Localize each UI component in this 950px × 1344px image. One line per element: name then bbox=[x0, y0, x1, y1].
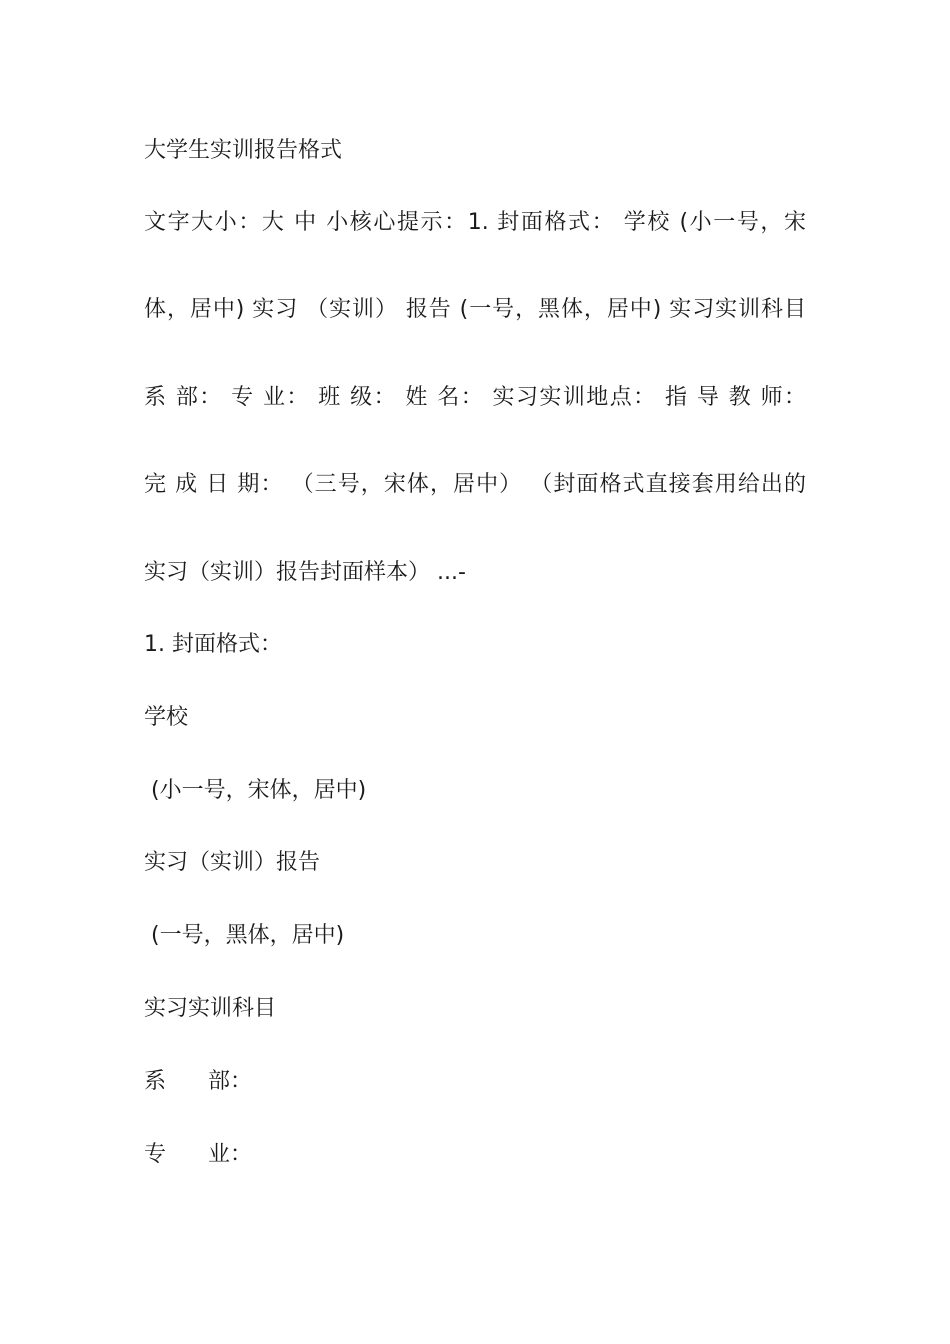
summary-line: 文字大小：大 中 小核心提示：1. 封面格式： 学校 (小一号，宋 bbox=[144, 210, 806, 235]
cover-line: (一号，黑体，居中) bbox=[144, 923, 345, 948]
summary-line: 实习（实训）报告封面样本） ...- bbox=[144, 560, 466, 585]
summary-line: 体，居中) 实习 （实训） 报告 (一号，黑体，居中) 实习实训科目 bbox=[144, 297, 806, 322]
cover-line: (小一号，宋体，居中) bbox=[144, 778, 367, 803]
cover-line: 系 部： bbox=[144, 1069, 252, 1094]
summary-line: 完 成 日 期： （三号，宋体，居中） （封面格式直接套用给出的 bbox=[144, 472, 806, 497]
cover-line: 学校 bbox=[144, 705, 189, 730]
cover-line: 实习实训科目 bbox=[144, 996, 277, 1021]
cover-line: 专 业： bbox=[144, 1142, 252, 1167]
document-title: 大学生实训报告格式 bbox=[144, 138, 343, 163]
summary-line: 系 部： 专 业： 班 级： 姓 名： 实习实训地点： 指 导 教 师： bbox=[144, 385, 806, 410]
cover-line: 实习（实训）报告 bbox=[144, 850, 321, 875]
section-heading: 1. 封面格式： bbox=[144, 632, 282, 657]
